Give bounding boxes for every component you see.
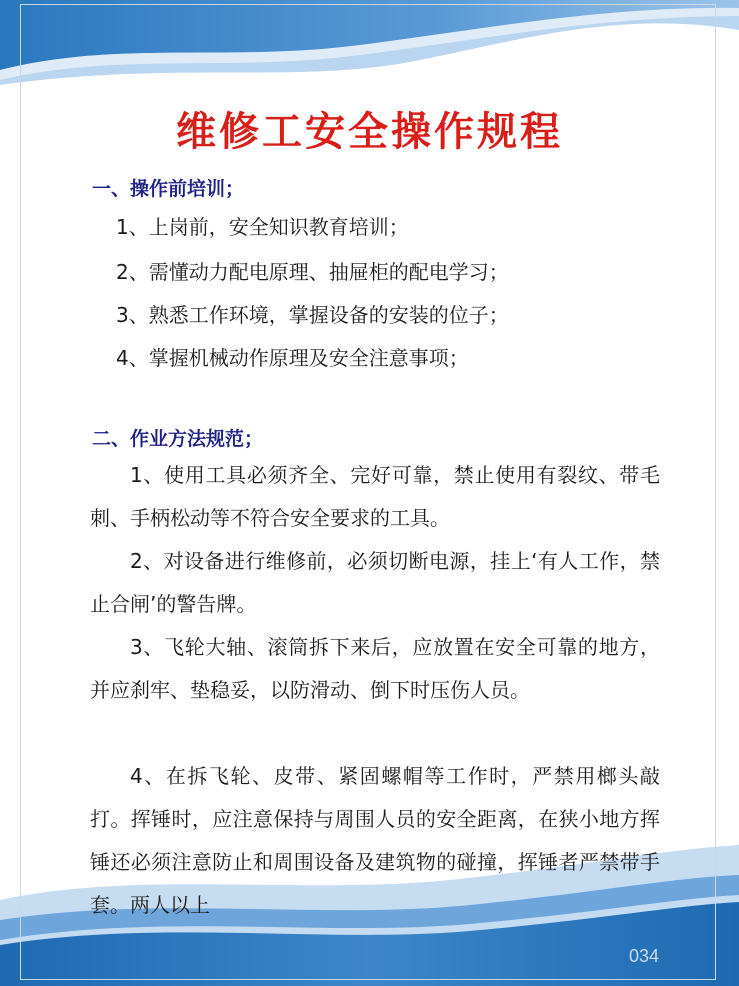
list-item: 3、熟悉工作环境，掌握设备的安装的位子； — [116, 303, 509, 327]
paragraph: 3、飞轮大轴、滚筒拆下来后，应放置在安全可靠的地方，并应刹牢、垫稳妥，以防滑动、倒下时压伤人员。 — [90, 635, 660, 702]
paragraph: 2、对设备进行维修前，必须切断电源，挂上‘有人工作，禁止合闸’的警告牌。 — [90, 549, 660, 616]
list-item: 1、上岗前，安全知识教育培训； — [116, 215, 409, 239]
paragraph: 1、使用工具必须齐全、完好可靠，禁止使用有裂纹、带毛刺、手柄松动等不符合安全要求的工具。 — [90, 463, 660, 530]
page-number: 034 — [629, 946, 660, 966]
list-item: 4、掌握机械动作原理及安全注意事项； — [116, 346, 469, 370]
poster-title: 维修工安全操作规程 — [176, 109, 563, 155]
section-heading-methods: 二、作业方法规范； — [92, 428, 264, 450]
section-heading-training: 一、操作前培训； — [92, 178, 245, 200]
paragraph: 4、在拆飞轮、皮带、紧固螺帽等工作时，严禁用榔头敲打。挥锤时，应注意保持与周围人员的安全距离，在狭小地方挥锤还必须注意防止和周围设备及建筑物的碰撞，挥锤者严禁带手套。两人以上 — [90, 764, 660, 917]
list-item: 2、需懂动力配电原理、抽屉柜的配电学习； — [116, 260, 509, 284]
